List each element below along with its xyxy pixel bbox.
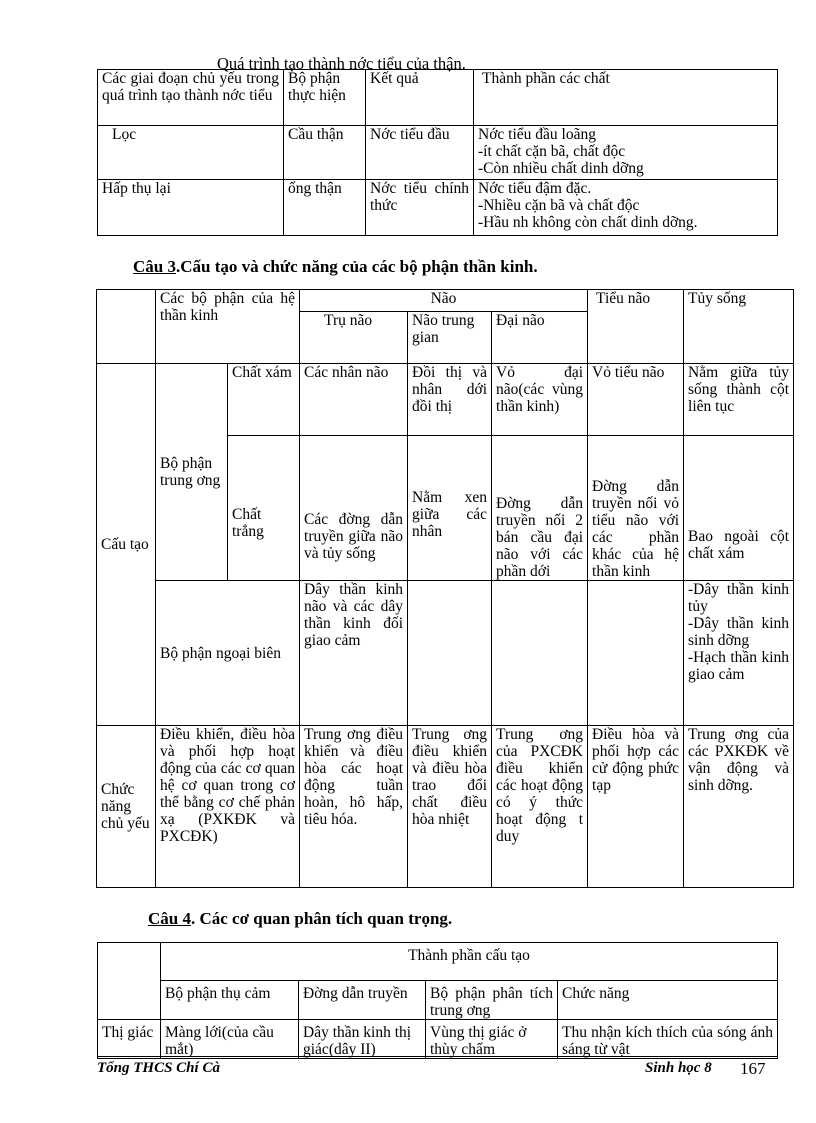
t2-chatxam: Chất xám xyxy=(228,364,300,436)
question-3-number: Câu 3 xyxy=(133,257,176,276)
t1-cell: Cầu thận xyxy=(284,126,366,180)
t2-trang-cell: Bao ngoài cột chất xám xyxy=(684,436,794,581)
t2-header-naotrunggian: Não trung gian xyxy=(408,312,492,364)
footer-subject: Sinh học 8 xyxy=(645,1060,712,1076)
t1-cell: ống thận xyxy=(284,180,366,236)
t2-trang-cell: Đờng dẫn truyền nối vỏ tiểu não với các phần khác của hệ thần kinh xyxy=(588,436,684,581)
t2-trang-cell: Đờng dẫn truyền nối 2 bán cầu đại não với các phần dới xyxy=(492,436,588,581)
t1-cell: Nớc tiểu chính thức xyxy=(366,180,474,236)
analyzer-table xyxy=(97,942,778,1059)
t3-cell: Thu nhận kích thích của sóng ánh sáng từ vật xyxy=(558,1020,778,1059)
t2-header-tuysong: Tủy sống xyxy=(684,290,794,364)
t1-cell: Nớc tiểu đậm đặc. -Nhiều cặn bã và chất độc -Hầu nh không còn chất dinh dỡng. xyxy=(474,180,778,236)
t1-cell: Nớc tiểu đầu loãng -ít chất cặn bã, chất độc -Còn nhiều chất dinh dỡng xyxy=(474,126,778,180)
t2-header-tieunao: Tiểu não xyxy=(588,290,684,364)
t2-trang-cell: Nằm xen giữa các nhân xyxy=(408,436,492,581)
t2-chucnang-label: Chức năng chủ yếu xyxy=(97,726,156,888)
t3-header-col: Chức năng xyxy=(558,981,778,1020)
question-3-title: .Cấu tạo và chức năng của các bộ phận thần kinh. xyxy=(175,257,538,276)
t2-xam-cell: Vỏ tiểu não xyxy=(588,364,684,436)
question-4-title: . Các cơ quan phân tích quan trọng. xyxy=(190,909,453,928)
t1-header-components: Thành phần các chất xyxy=(474,70,778,126)
t3-cell: Dây thần kinh thị giác(dây II) xyxy=(299,1020,426,1059)
question-4-heading xyxy=(148,909,452,929)
t2-header-nao: Não xyxy=(300,290,588,312)
t1-header-result: Kết quả xyxy=(366,70,474,126)
t2-bophan-ngoaibien: Bộ phận ngoại biên xyxy=(156,581,300,726)
page-number: 167 xyxy=(740,1059,766,1078)
t2-xam-cell: Vỏ đại não(các vùng thần kinh) xyxy=(492,364,588,436)
t2-header-parts: Các bộ phận của hệ thần kinh xyxy=(156,290,300,364)
t3-header-main: Thành phần cấu tạo xyxy=(161,943,778,981)
t1-header-organ: Bộ phận thực hiện xyxy=(284,70,366,126)
t2-xam-cell: Nằm giữa tủy sống thành cột liên tục xyxy=(684,364,794,436)
t1-cell: Hấp thụ lại xyxy=(98,180,284,236)
t1-cell: Nớc tiểu đầu xyxy=(366,126,474,180)
t3-header-col: Bộ phận phân tích trung ơng xyxy=(426,981,558,1020)
t2-trang-cell: Các đờng dẫn truyền giữa não và tủy sống xyxy=(300,436,408,581)
t2-cn-cell: Điều khiển, điều hòa và phối hợp hoạt động của các cơ quan hệ cơ quan trong cơ thể bằng cơ chế phản xạ (PXKĐK và PXCĐK) xyxy=(156,726,300,888)
t2-xam-cell: Các nhân não xyxy=(300,364,408,436)
t1-cell: Lọc xyxy=(98,126,284,180)
kidney-table xyxy=(97,69,778,236)
nervous-system-table xyxy=(96,289,794,888)
t2-header-trunao: Trụ não xyxy=(300,312,408,364)
t3-cell: Thị giác xyxy=(98,1020,161,1059)
question-4-number: Câu 4 xyxy=(148,909,191,928)
table1-caption: Quá trình tạo thành nớc tiểu của thận. xyxy=(217,54,466,73)
t2-cn-cell: Trung ơng của PXCĐK điều khiển các hoạt động có ý thức hoạt động t duy xyxy=(492,726,588,888)
t2-cn-cell: Trung ơng của các PXKĐK về vận động và sinh dỡng. xyxy=(684,726,794,888)
t2-ngoaibien-trunao: Dây thần kinh não và các dây thần kinh đối giao cảm xyxy=(300,581,408,726)
t3-header-col: Đờng dẫn truyền xyxy=(299,981,426,1020)
t2-bophan-tu: Bộ phận trung ơng xyxy=(156,364,228,581)
t2-chattrang: Chất trắng xyxy=(228,436,300,581)
t2-header-dainao: Đại não xyxy=(492,312,588,364)
footer-school: Tổng THCS Chí Cà xyxy=(97,1060,220,1076)
t2-ngoaibien-tuysong: -Dây thần kinh tủy -Dây thần kinh sinh dỡng -Hạch thần kinh giao cảm xyxy=(684,581,794,726)
t2-cautao-label: Cấu tạo xyxy=(97,364,156,726)
t1-header-stage: Các giai đoạn chủ yếu trong quá trình tạo thành nớc tiểu xyxy=(98,70,284,126)
t2-cn-cell: Trung ơng điều khiển và điều hòa các hoạt động tuần hoàn, hô hấp, tiêu hóa. xyxy=(300,726,408,888)
t3-cell: Màng lới(của cầu mắt) xyxy=(161,1020,299,1059)
t3-cell: Vùng thị giác ở thùy chẩm xyxy=(426,1020,558,1059)
footer-rule xyxy=(97,1056,777,1057)
t2-cn-cell: Trung ơng điều khiển và điều hòa trao đổi chất điều hòa nhiệt xyxy=(408,726,492,888)
t3-header-col: Bộ phận thụ cảm xyxy=(161,981,299,1020)
question-3-heading xyxy=(133,257,538,277)
t2-cn-cell: Điều hòa và phối hợp các cử động phức tạp xyxy=(588,726,684,888)
t2-xam-cell: Đồi thị và nhân dới đồi thị xyxy=(408,364,492,436)
